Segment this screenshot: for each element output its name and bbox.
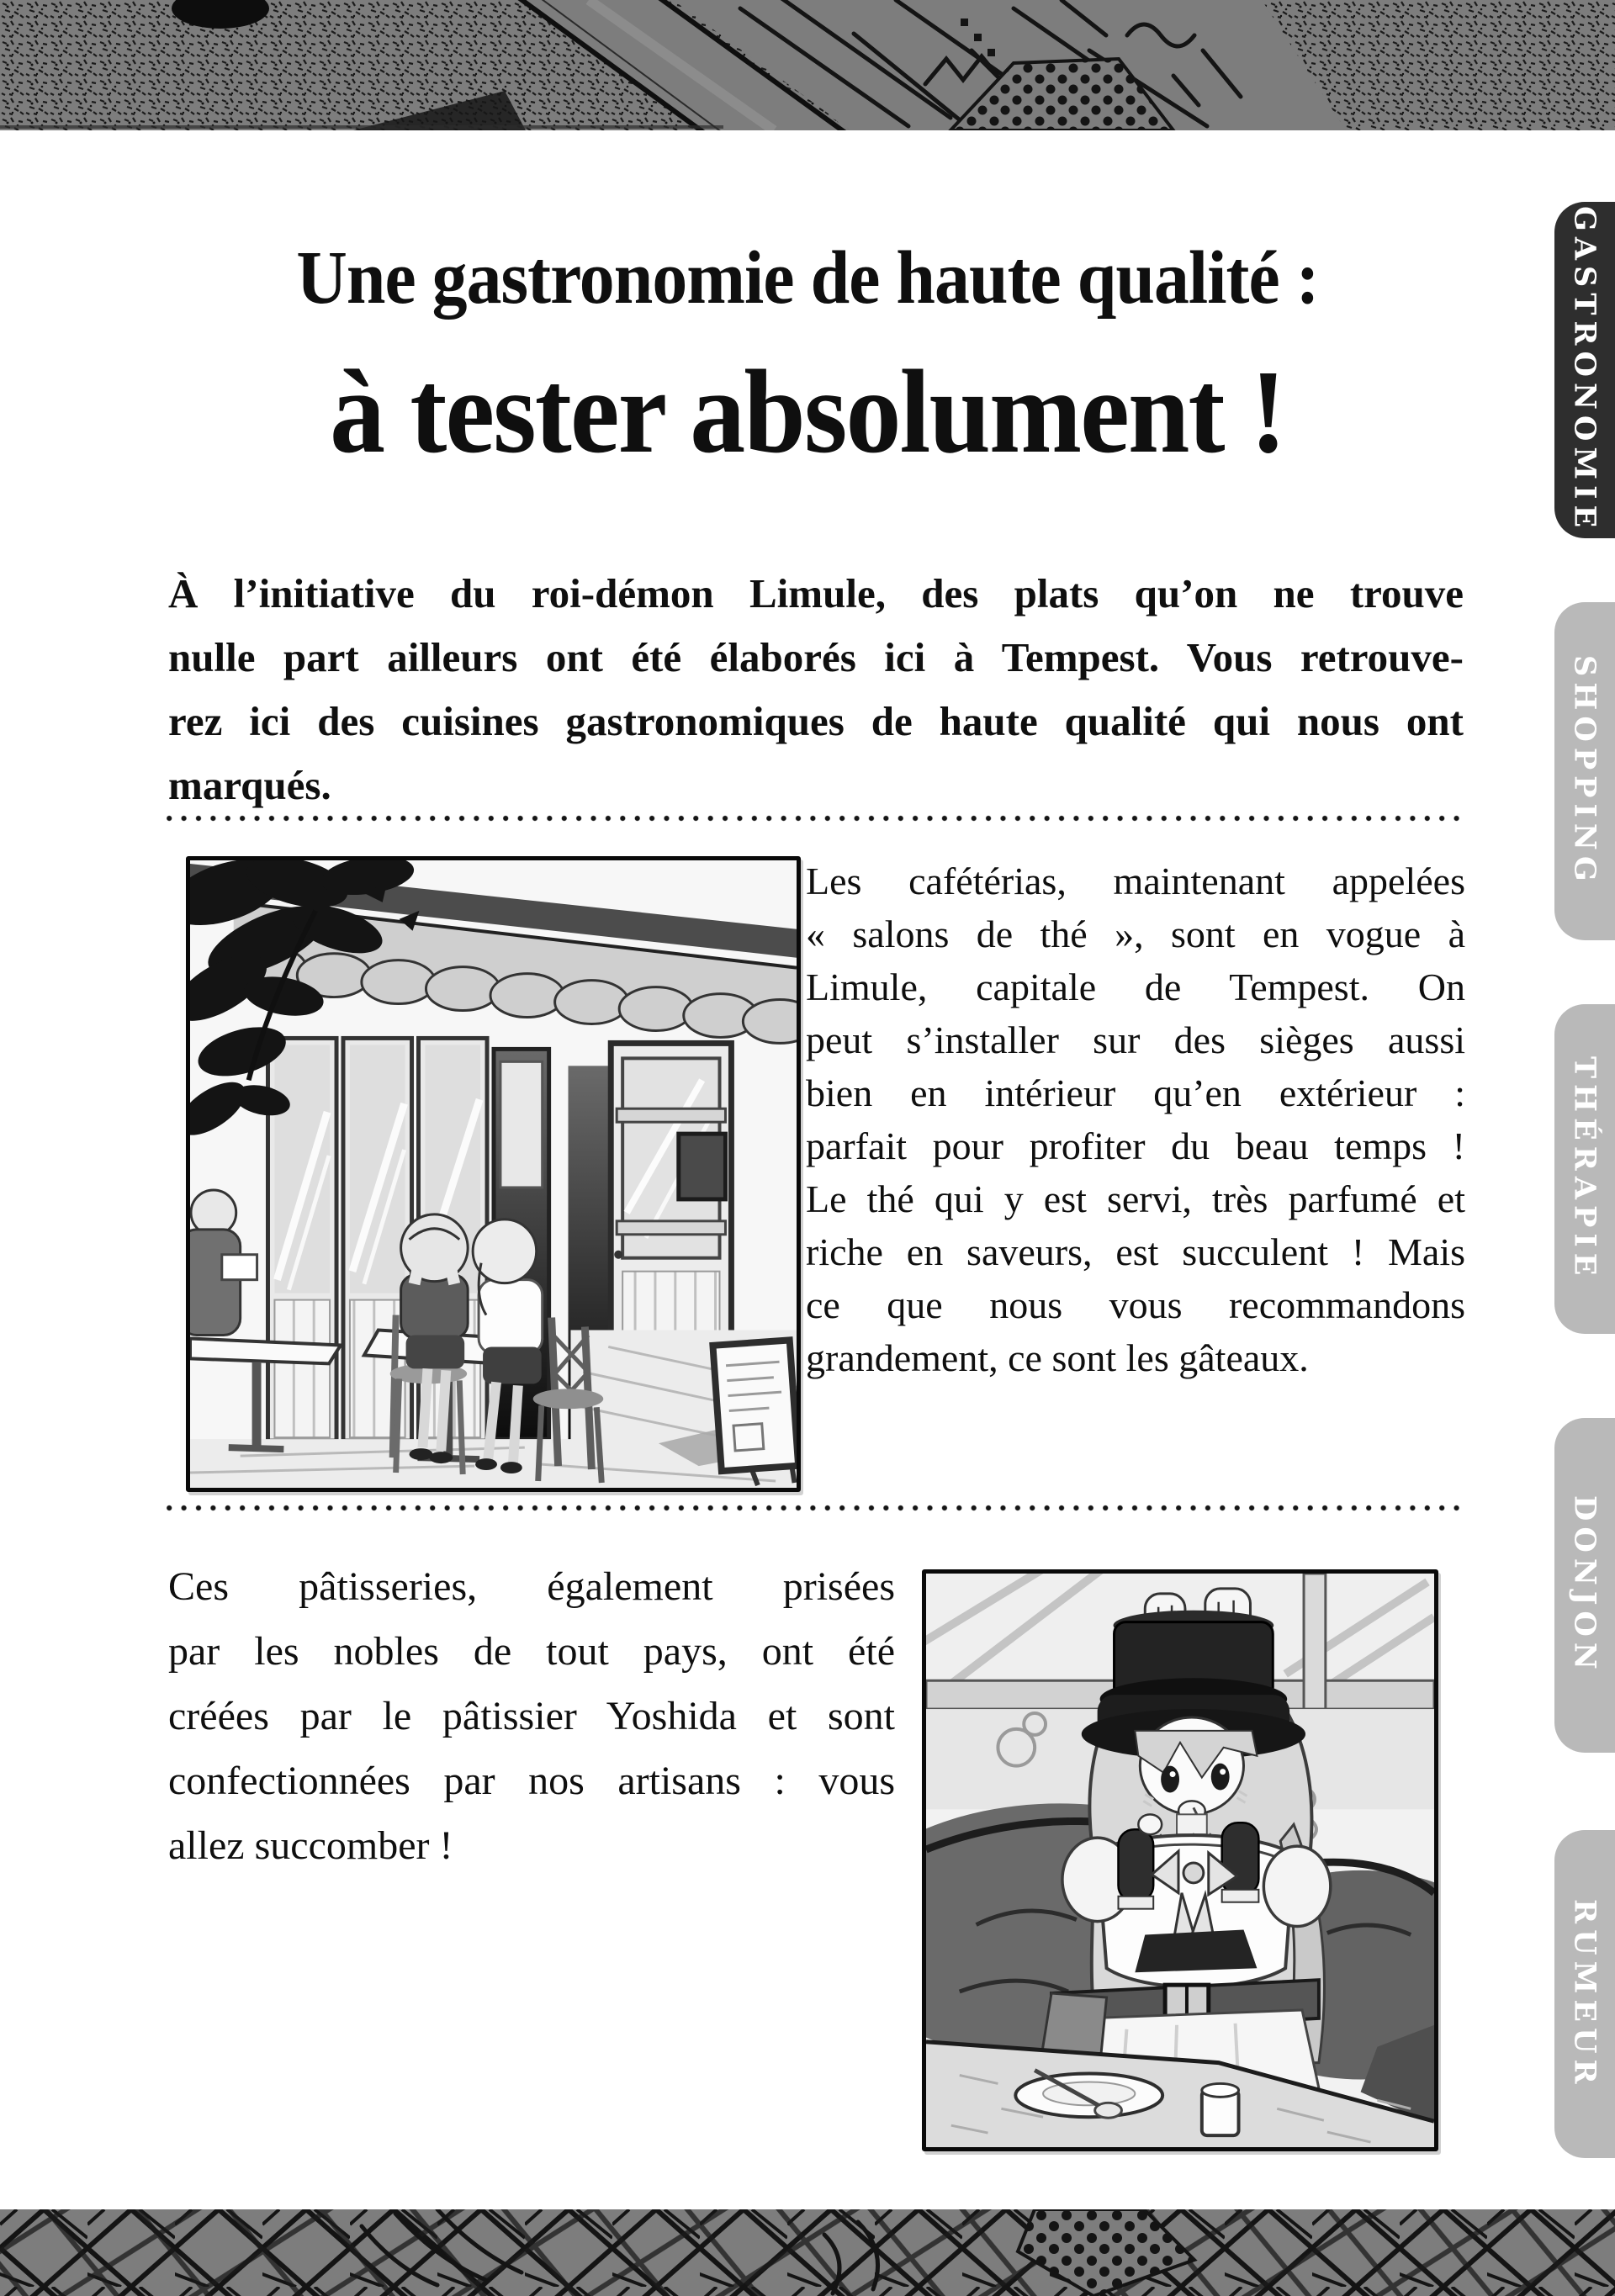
text-line: grandement, ce sont les gâteaux.: [806, 1336, 1309, 1379]
bottom-border-artwork: [0, 2209, 1615, 2296]
tab-shopping[interactable]: SHOPPING: [1554, 602, 1615, 940]
intro-paragraph: [168, 562, 1464, 817]
text-line: parfait pour profiter du beau temps !: [806, 1124, 1465, 1167]
door-knob-icon: [614, 1251, 622, 1259]
text-line: confectionnées par nos artisans : vous: [168, 1759, 895, 1803]
patisserie-paragraph: [168, 1554, 895, 1878]
text-line: allez succomber !: [168, 1823, 453, 1868]
text-line: bien en intérieur qu’en extérieur :: [806, 1071, 1465, 1114]
picture-frame-icon: [679, 1134, 726, 1199]
tab-rumeur[interactable]: RUMEUR: [1554, 1830, 1615, 2158]
tearoom-paragraph: [806, 854, 1465, 1384]
text-line: « salons de thé », sont en vogue à: [806, 913, 1465, 955]
cafe-terrace-illustration: [186, 856, 801, 1492]
tab-therapie[interactable]: THÉRAPIE: [1554, 1004, 1615, 1334]
text-line: ce que nous vous recommandons: [806, 1283, 1465, 1326]
text-line: nulle part ailleurs ont été élaborés ici à Tempest. Vous retrouve-: [168, 634, 1464, 680]
text-line: riche en saveurs, est succulent ! Mais: [806, 1230, 1465, 1273]
cafe-terrace-drawing: [190, 860, 797, 1488]
text-line: Le thé qui y est servi, très parfumé et: [806, 1177, 1465, 1220]
text-line: rez ici des cuisines gastronomiques de haute qualité qui nous ont: [168, 698, 1464, 744]
text-line: Limule, capitale de Tempest. On: [806, 965, 1465, 1008]
cup-icon: [1202, 2083, 1239, 2135]
top-border-artwork: [0, 0, 1615, 130]
tab-donjon[interactable]: DONJON: [1554, 1418, 1615, 1753]
dotted-divider-2: [167, 1504, 1465, 1512]
text-line: Les cafétérias, maintenant appelées: [806, 860, 1465, 902]
patisserie-girl-illustration: [922, 1569, 1438, 2151]
menu-board-icon: [712, 1340, 797, 1488]
page-title-line2: à tester absolument !: [330, 345, 1285, 478]
page-title-line1: Une gastronomie de haute qualité :: [296, 236, 1319, 320]
text-line: À l’initiative du roi-démon Limule, des plats qu’on ne trouve: [168, 570, 1464, 616]
tab-gastronomie[interactable]: GASTRONOMIE: [1554, 202, 1615, 538]
patisserie-girl-drawing: [926, 1574, 1434, 2147]
text-line: Ces pâtisseries, également prisées: [168, 1564, 895, 1609]
dotted-divider-1: [167, 814, 1465, 823]
text-line: créées par le pâtissier Yoshida et sont: [168, 1694, 895, 1738]
text-line: peut s’installer sur des sièges aussi: [806, 1018, 1465, 1061]
text-line: par les nobles de tout pays, ont été: [168, 1629, 895, 1674]
text-line: marqués.: [168, 762, 331, 808]
